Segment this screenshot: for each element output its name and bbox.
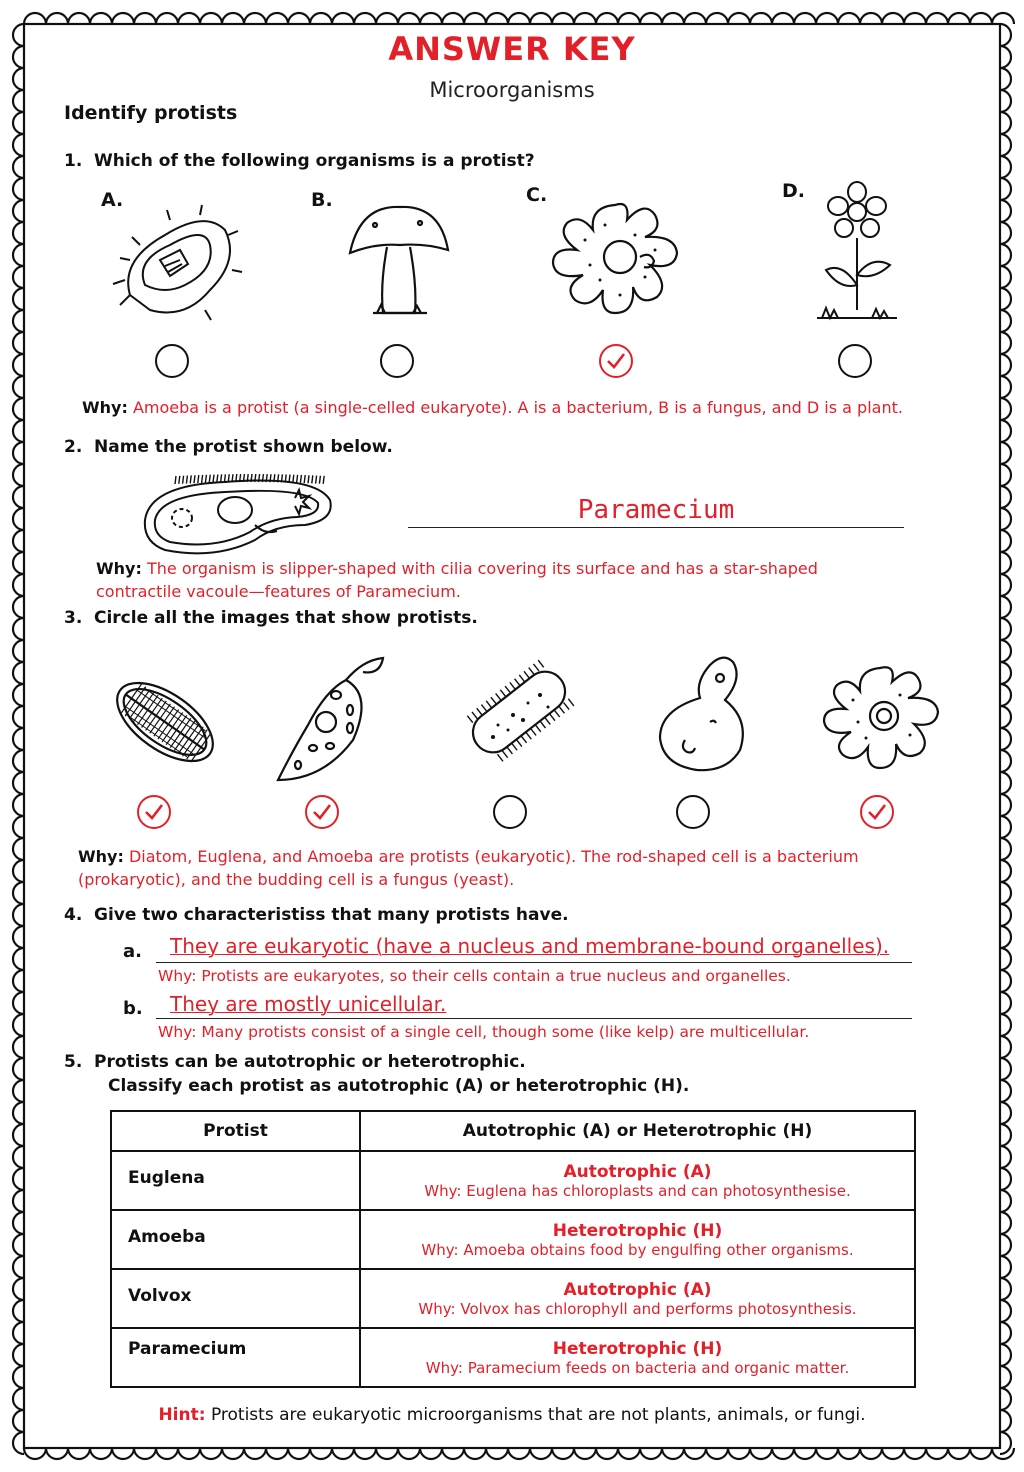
option-d-circle[interactable] — [838, 344, 872, 378]
question-text: Which of the following organisms is a protist? — [94, 151, 535, 171]
q4-item-a-answer: They are eukaryotic (have a nucleus and membrane-bound organelles). — [170, 934, 890, 958]
checkmark-icon — [144, 803, 164, 821]
budding-yeast-icon — [655, 650, 750, 775]
page-title: ANSWER KEY — [388, 30, 636, 68]
q2-answer: Paramecium — [577, 495, 735, 525]
column-header: Protist — [111, 1111, 360, 1151]
question-5-instruction: Classify each protist as autotrophic (A) or heterotrophic (H). — [108, 1076, 690, 1096]
hint-label: Hint: — [158, 1405, 206, 1425]
option-b-circle[interactable] — [380, 344, 414, 378]
question-1 — [64, 151, 535, 171]
question-4: 4. Give two characteristiss that many protists have. — [64, 905, 569, 925]
table-row — [111, 1269, 915, 1328]
protist-name: Amoeba — [111, 1210, 360, 1269]
q4-item-a-line — [156, 934, 912, 963]
table-row — [111, 1328, 915, 1387]
classification-answer: Heterotrophic (H) — [552, 1338, 723, 1359]
q1-explanation: Why: Amoeba is a protist (a single-celled eukaryote). A is a bacterium, B is a fungus, and D is a plant. — [82, 398, 903, 417]
q4-item-b-line — [156, 992, 912, 1019]
mushroom-icon — [345, 205, 455, 325]
option-a-circle[interactable] — [155, 344, 189, 378]
classification-answer: Autotrophic (A) — [563, 1161, 712, 1182]
option-a-label: A. — [101, 189, 124, 211]
classification-why: Why: Euglena has chloroplasts and can photosynthesise. — [424, 1181, 851, 1200]
question-number: 1. — [64, 151, 83, 171]
q3-image-5-circle-checked[interactable] — [860, 795, 894, 829]
q4-item-b-label: b. — [123, 998, 143, 1019]
question-3: 3. Circle all the images that show protists. — [64, 608, 478, 628]
classification-cell — [360, 1151, 915, 1210]
amoeba-icon — [545, 195, 690, 320]
option-c-circle-checked[interactable] — [599, 344, 633, 378]
bacterium-icon — [110, 200, 240, 325]
q3-image-1-circle-checked[interactable] — [137, 795, 171, 829]
classification-table — [110, 1110, 916, 1388]
hint-text: Protists are eukaryotic microorganisms that are not plants, animals, or fungi. — [210, 1405, 866, 1425]
table-header-row — [111, 1111, 915, 1151]
rod-bacterium-icon — [458, 655, 580, 770]
q2-answer-line — [408, 495, 904, 528]
q3-image-3-circle[interactable] — [493, 795, 527, 829]
diatom-icon — [108, 670, 223, 775]
option-c-label: C. — [526, 184, 548, 206]
classification-why: Why: Volvox has chlorophyll and performs photosynthesis. — [418, 1299, 857, 1318]
classification-answer: Heterotrophic (H) — [552, 1220, 723, 1241]
protist-name: Paramecium — [111, 1328, 360, 1387]
flower-icon — [812, 180, 902, 325]
paramecium-icon — [135, 470, 340, 560]
question-5: 5. Protists can be autotrophic or heterotrophic. — [64, 1052, 526, 1072]
checkmark-icon — [606, 352, 626, 370]
table-row — [111, 1151, 915, 1210]
q3-image-4-circle[interactable] — [676, 795, 710, 829]
amoeba-icon — [818, 660, 946, 775]
q3-explanation: Why: Diatom, Euglena, and Amoeba are protists (eukaryotic). The rod-shaped cell is a bacterium (prokaryotic), and the budding cell is a fungus (yeast). — [78, 847, 859, 889]
checkmark-icon — [867, 803, 887, 821]
protist-name: Euglena — [111, 1151, 360, 1210]
question-2: 2. Name the protist shown below. — [64, 437, 393, 457]
classification-answer: Autotrophic (A) — [563, 1279, 712, 1300]
table-row — [111, 1210, 915, 1269]
q4-item-a-label: a. — [123, 941, 142, 962]
q2-explanation: Why: The organism is slipper-shaped with cilia covering its surface and has a star-shaped contractile vacoule—features of Paramecium. — [96, 559, 818, 601]
page-subtitle: Microorganisms — [429, 78, 595, 102]
q4-item-b-why: Why: Many protists consist of a single cell, though some (like kelp) are multicellular. — [158, 1023, 810, 1041]
q3-image-2-circle-checked[interactable] — [305, 795, 339, 829]
checkmark-icon — [312, 803, 332, 821]
protist-name: Volvox — [111, 1269, 360, 1328]
section-heading: Identify protists — [64, 102, 238, 124]
classification-cell — [360, 1210, 915, 1269]
classification-why: Why: Paramecium feeds on bacteria and organic matter. — [425, 1358, 850, 1377]
hint — [0, 1405, 1024, 1425]
column-header: Autotrophic (A) or Heterotrophic (H) — [360, 1111, 915, 1151]
classification-why: Why: Amoeba obtains food by engulfing other organisms. — [421, 1240, 854, 1259]
q4-item-b-answer: They are mostly unicellular. — [170, 992, 447, 1016]
option-b-label: B. — [311, 189, 333, 211]
euglena-icon — [268, 650, 388, 785]
classification-cell — [360, 1328, 915, 1387]
q4-item-a-why: Why: Protists are eukaryotes, so their cells contain a true nucleus and organelles. — [158, 967, 791, 985]
classification-cell — [360, 1269, 915, 1328]
option-d-label: D. — [782, 180, 805, 202]
